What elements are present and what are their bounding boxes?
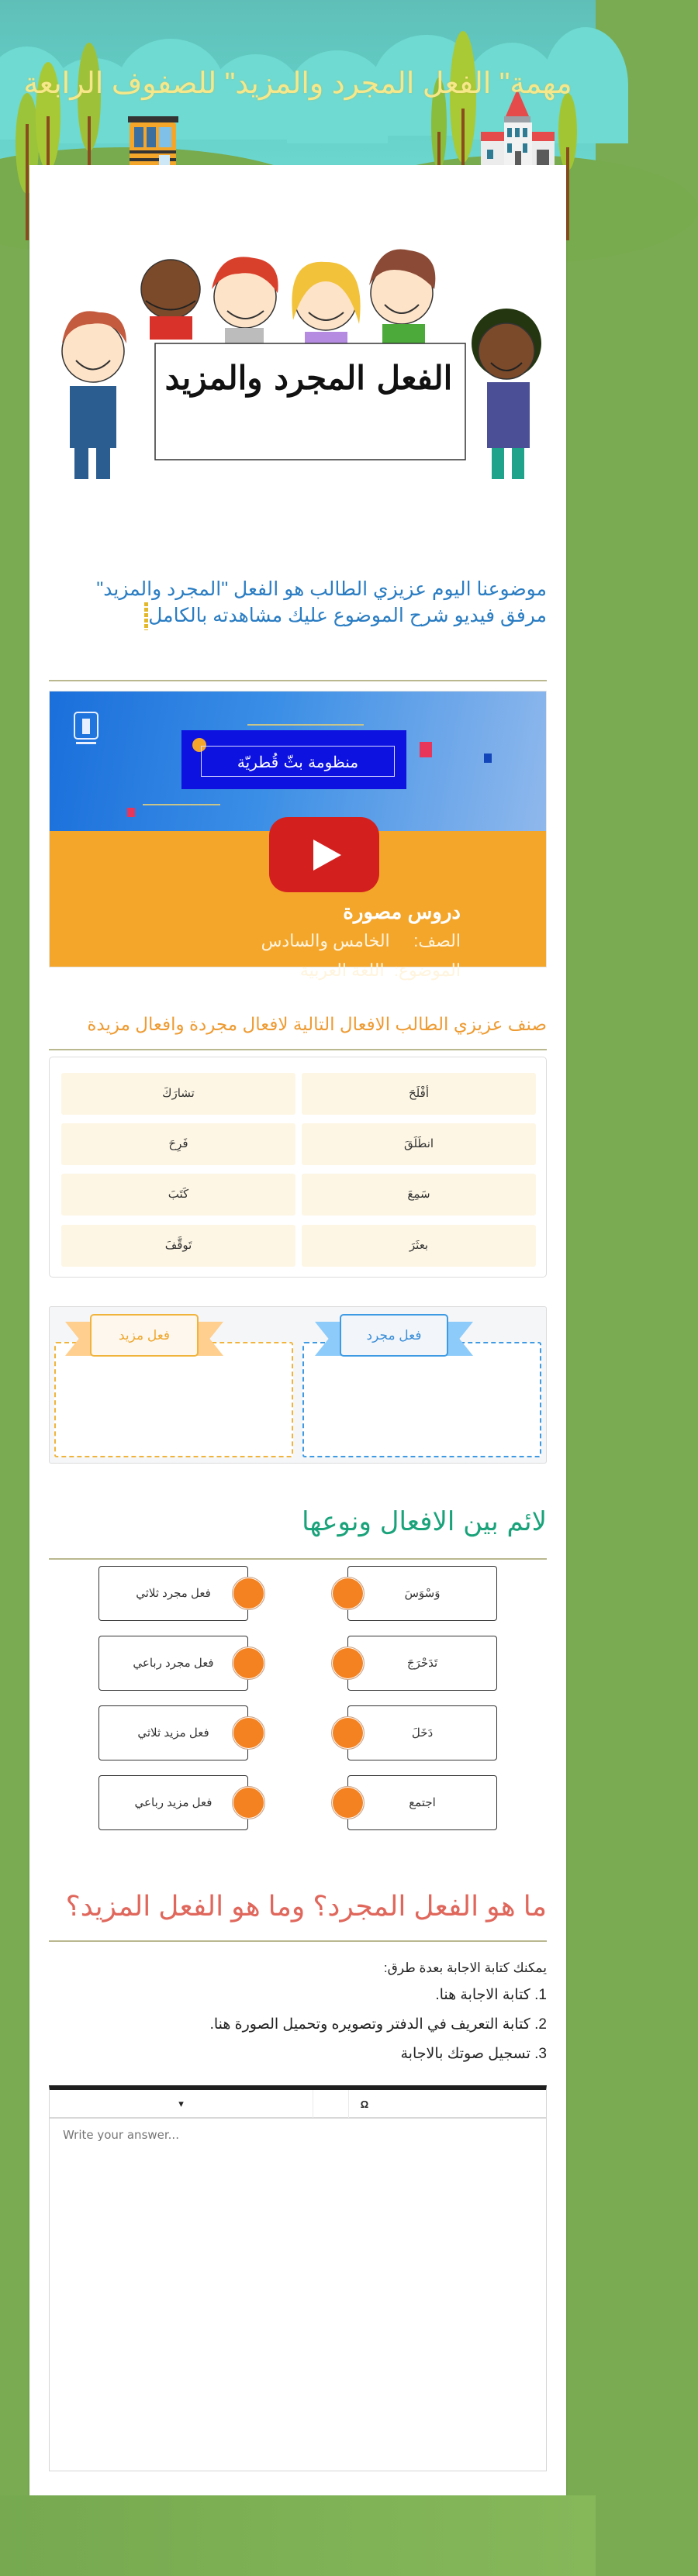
match-type[interactable]: فعل مجرد ثلاثي <box>98 1566 248 1621</box>
sign-title: الفعل المجرد والمزيد <box>164 359 453 397</box>
question-instructions: يمكنك كتابة الاجابة بعدة طرق: 1. كتابة الاجابة هنا. 2. كتابة التعريف في الدفتر وتصويره وتحميل الصورة هنا. 3. تسجيل صوتك بالاجابة <box>209 1960 547 2062</box>
match-connector-dot[interactable] <box>232 1647 265 1680</box>
draggable-word[interactable]: أفْلَحَ <box>302 1073 536 1115</box>
draggable-word[interactable]: انطَلَقَ <box>302 1123 536 1165</box>
match-type[interactable]: فعل مزيد ثلاثي <box>98 1705 248 1760</box>
match-verb[interactable]: اجتمع <box>347 1775 497 1830</box>
draggable-word[interactable]: فَرِحَ <box>61 1123 295 1165</box>
answer-editor <box>49 2085 547 2471</box>
divider <box>49 1940 547 1942</box>
match-connector-dot[interactable] <box>331 1577 365 1610</box>
draggable-word[interactable]: تشارَكَ <box>61 1073 295 1115</box>
special-character-button[interactable] <box>349 2090 380 2118</box>
caret-down-icon: ▾ <box>178 2098 184 2109</box>
editor-toolbar <box>50 2090 546 2119</box>
toolbar-spacer <box>313 2090 349 2118</box>
ministry-emblem-icon <box>73 711 99 748</box>
divider <box>49 1558 547 1560</box>
match-type[interactable]: فعل مجرد رباعي <box>98 1636 248 1691</box>
format-dropdown[interactable] <box>50 2090 313 2118</box>
match-verb[interactable]: وَسْوَسَ <box>347 1566 497 1621</box>
video-thumbnail-top <box>50 691 546 831</box>
draggable-word[interactable]: كَتَبَ <box>61 1174 295 1216</box>
question-title: ما هو الفعل المجرد؟ وما هو الفعل المزيد؟ <box>65 1890 547 1922</box>
page-title: مهمة" الفعل المجرد والمزيد" للصفوف الرابعة <box>23 67 572 100</box>
match-connector-dot[interactable] <box>331 1647 365 1680</box>
omega-icon: Ω <box>360 2098 369 2110</box>
draggable-word[interactable]: تَوقَّفَ <box>61 1225 295 1267</box>
youtube-play-icon[interactable] <box>269 817 379 892</box>
divider <box>49 1049 547 1050</box>
match-connector-dot[interactable] <box>331 1786 365 1819</box>
matching-instruction: لائم بين الافعال ونوعها <box>302 1506 547 1537</box>
match-type[interactable]: فعل مزيد رباعي <box>98 1775 248 1830</box>
video-caption: دروس مصورة الصف: الخامس والسادس الموضوع: اللغة العربية <box>261 900 461 980</box>
match-connector-dot[interactable] <box>232 1786 265 1819</box>
match-connector-dot[interactable] <box>232 1577 265 1610</box>
bucket-mazid-header: فعل مزيد <box>67 1314 222 1364</box>
match-verb[interactable]: تَدَحْرَجَ <box>347 1636 497 1691</box>
video-player[interactable] <box>49 691 547 980</box>
kids-holding-sign-illustration <box>53 227 549 483</box>
intro-text: موضوعنا اليوم عزيزي الطالب هو الفعل "المجرد والمزيد" مرفق فيديو شرح الموضوع عليك مشاهدته بالكامل <box>49 576 547 630</box>
worksheet-card <box>29 165 566 2495</box>
word-bank <box>49 1057 547 1278</box>
match-connector-dot[interactable] <box>232 1716 265 1750</box>
match-connector-dot[interactable] <box>331 1716 365 1750</box>
video-banner: منظومة بثّ قُطريّة <box>181 730 406 789</box>
bucket-mujarrad-header: فعل مجرد <box>316 1314 472 1364</box>
classify-instruction: صنف عزيزي الطالب الافعال التالية لافعال مجردة وافعال مزيدة <box>87 1014 547 1034</box>
draggable-word[interactable]: بعثَرَ <box>302 1225 536 1267</box>
header-banner <box>0 0 596 186</box>
match-verb[interactable]: دَخَلَ <box>347 1705 497 1760</box>
category-buckets <box>49 1306 547 1464</box>
divider <box>49 680 547 681</box>
footer-background <box>0 2495 596 2576</box>
answer-textarea[interactable] <box>50 2119 546 2467</box>
draggable-word[interactable]: سَمِعَ <box>302 1174 536 1216</box>
